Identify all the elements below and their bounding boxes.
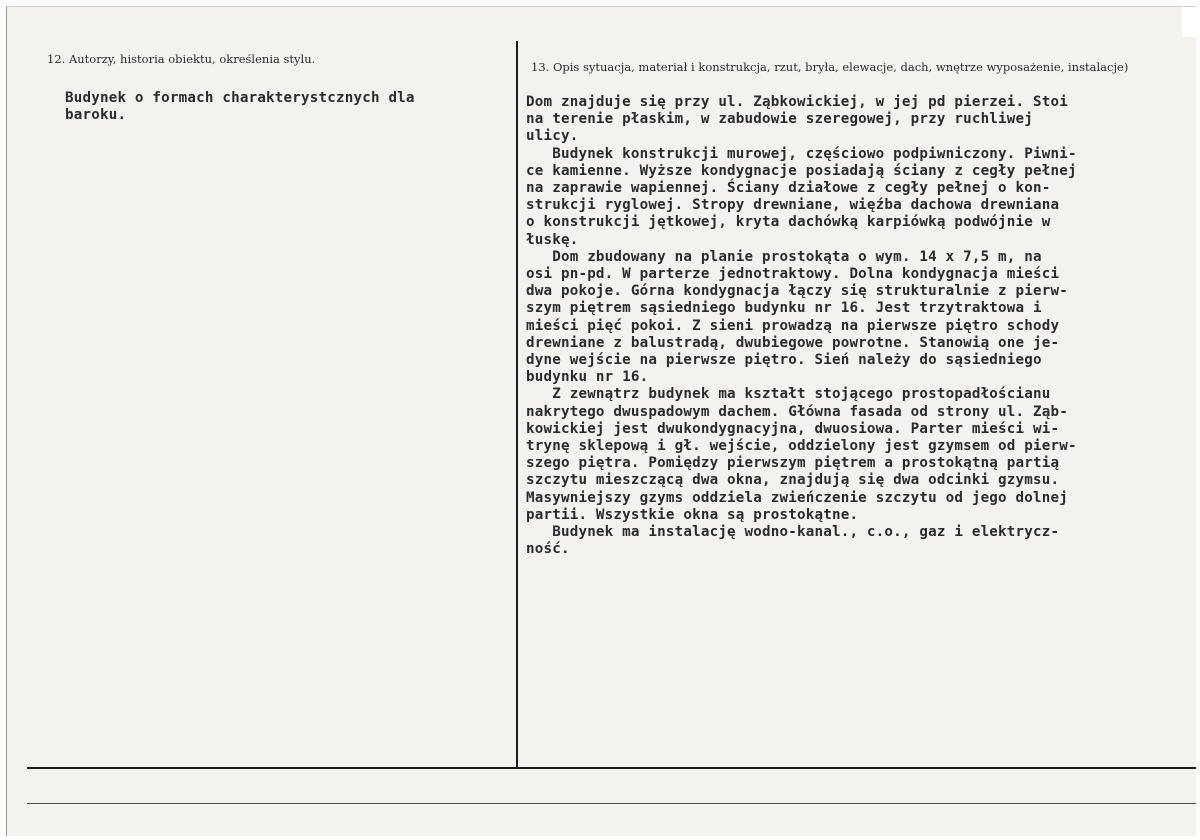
bottom-rule (27, 767, 1196, 769)
card-edge (1182, 7, 1196, 37)
bottom-rule-secondary (27, 803, 1196, 804)
column-divider (516, 41, 518, 767)
field-13-typed-text: Dom znajduje się przy ul. Ząbkowickiej, w jej pd pierzei. Stoi na terenie płaskim, w zabudowie szeregowej, przy ruchliwej ulicy. Budynek konstrukcji murowej, częściowo podpiwniczony. Piwni- ce kamienne. Wyższe kondygnacje posiadają ściany z cegły pełnej na zaprawie wapiennej. Ściany działowe z cegły pełnej o kon- strukcji ryglowej. Stropy drewniane, więźba dachowa drewniana o konstrukcji jętkowej, kryta dachówką karpiówką podwójnie w łuskę. Dom zbudowany na planie prostokąta o wym. 14 x 7,5 m, na osi pn-pd. W parterze jednotraktowy. Dolna kondygnacja mieści dwa pokoje. Górna kondygnacja łączy się strukturalnie z pierw- szym piętrem sąsiedniego budynku nr 16. Jest trzytraktowa i mieści pięć pokoi. Z sieni prowadzą na pierwsze piętro schody drewniane z balustradą, dwubiegowe powrotne. Stanowią one je- dyne wejście na pierwsze piętro. Sień należy do sąsiedniego budynku nr 16. Z zewnątrz budynek ma kształt stojącego prostopadłościanu nakrytego dwuspadowym dachem. Główna fasada od strony ul. Ząb- kowickiej jest dwukondygnacyjna, dwuosiowa. Parter mieści wi- trynę sklepową i gł. wejście, oddzielony jest gzymsem od pierw- szego piętra. Pomiędzy pierwszym piętrem a prostokątną partią szczytu mieszczącą dwa okna, znajdują się dwa odcinki gzymsu. Masywniejszy gzyms oddziela zwieńczenie szczytu od jego dolnej partii. Wszystkie okna są prostokątne. Budynek ma instalację wodno-kanal., c.o., gaz i elektrycz- ność. (526, 94, 1077, 558)
record-card (6, 6, 1196, 836)
field-12-typed-text: Budynek o formach charakterystcznych dla baroku. (65, 90, 415, 124)
field-12-label: 12. Autorzy, historia obiektu, określenia stylu. (47, 52, 316, 66)
field-13-label: 13. Opis sytuacja, materiał i konstrukcja, rzut, bryła, elewacje, dach, wnętrze wyposażenie, instalacje) (531, 60, 1129, 74)
